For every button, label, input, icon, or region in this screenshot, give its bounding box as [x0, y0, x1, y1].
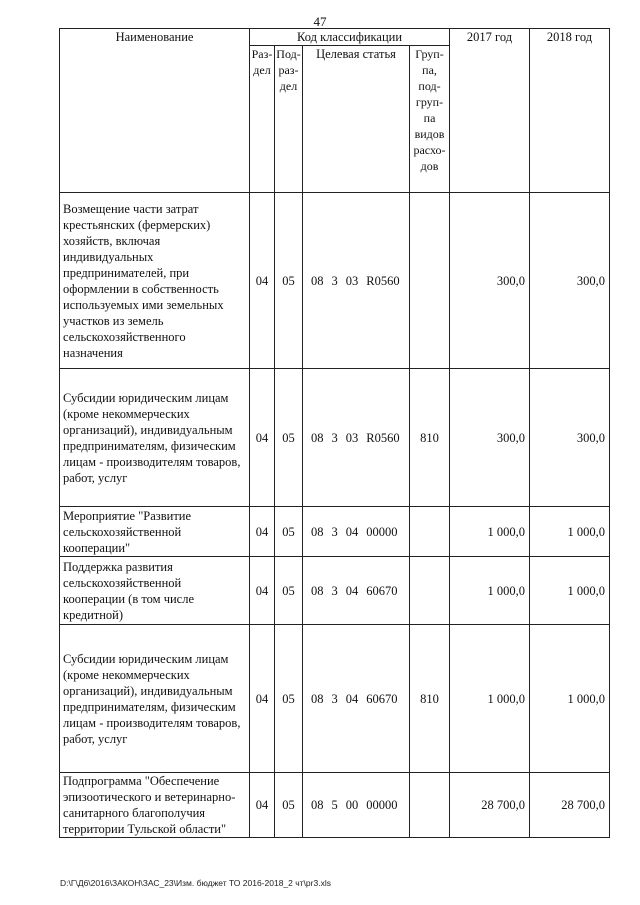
row-target-article	[303, 507, 410, 557]
row-target-article	[303, 369, 410, 507]
table-row	[60, 193, 610, 369]
header-section: Раз- дел	[250, 46, 275, 193]
row-section: 04	[250, 773, 275, 838]
target-subprogram: 3	[331, 691, 338, 706]
target-event: 04	[345, 691, 359, 706]
target-direction: R0560	[366, 273, 400, 288]
row-name: Мероприятие "Развитие сельскохозяйственной кооперации"	[60, 507, 250, 557]
row-subsection: 05	[275, 369, 303, 507]
table-header	[60, 29, 610, 193]
target-direction: R0560	[366, 430, 400, 445]
target-subprogram: 5	[331, 798, 338, 812]
row-section: 04	[250, 369, 275, 507]
budget-table	[59, 28, 610, 838]
row-name: Субсидии юридическим лицам (кроме некоммерческих организаций), индивидуальным предпринимателям, физическим лицам - производителям товаров, работ, услуг	[60, 369, 250, 507]
row-expense-group	[410, 193, 450, 369]
row-section: 04	[250, 557, 275, 625]
row-subsection: 05	[275, 193, 303, 369]
row-expense-group: 810	[410, 369, 450, 507]
target-program: 08	[311, 583, 324, 598]
target-program: 08	[311, 273, 324, 288]
target-program: 08	[311, 691, 324, 706]
row-expense-group	[410, 557, 450, 625]
row-target-article	[303, 193, 410, 369]
row-section: 04	[250, 625, 275, 773]
row-target-article	[303, 625, 410, 773]
row-amount-2018: 1 000,0	[530, 507, 610, 557]
row-amount-2017: 28 700,0	[450, 773, 530, 838]
target-subprogram: 3	[331, 273, 338, 288]
header-name: Наименование	[60, 29, 250, 193]
target-direction: 00000	[366, 798, 398, 812]
page-number: 47	[313, 14, 327, 29]
row-expense-group	[410, 507, 450, 557]
header-year-2018: 2018 год	[530, 29, 610, 193]
target-subprogram: 3	[331, 583, 338, 598]
target-event: 03	[345, 430, 359, 445]
header-year-2017: 2017 год	[450, 29, 530, 193]
row-amount-2018: 28 700,0	[530, 773, 610, 838]
header-subsection: Под- раз- дел	[275, 46, 303, 193]
row-subsection: 05	[275, 507, 303, 557]
target-subprogram: 3	[331, 524, 338, 539]
target-subprogram: 3	[331, 430, 338, 445]
row-amount-2018: 1 000,0	[530, 625, 610, 773]
row-target-article	[303, 773, 410, 838]
file-path-footer: D:\Г\Д6\2016\ЗАКОН\ЗАС_23\Изм. бюджет ТО 2016-2018_2 чт\pr3.xls	[60, 878, 331, 888]
table-row	[60, 773, 610, 838]
target-direction: 60670	[366, 691, 398, 706]
row-expense-group: 810	[410, 625, 450, 773]
row-expense-group	[410, 773, 450, 838]
row-name: Возмещение части затрат крестьянских (фермерских) хозяйств, включая индивидуальных предпринимателей, при оформлении в собственность используемых ими земельных участков из земель сельскохозяйственного назначения	[60, 193, 250, 369]
target-event: 03	[345, 273, 359, 288]
row-subsection: 05	[275, 557, 303, 625]
row-amount-2017: 1 000,0	[450, 507, 530, 557]
table-row	[60, 625, 610, 773]
row-name: Подпрограмма "Обеспечение эпизоотического и ветеринарно-санитарного благополучия территории Тульской области"	[60, 773, 250, 838]
row-amount-2017: 300,0	[450, 369, 530, 507]
row-amount-2017: 1 000,0	[450, 557, 530, 625]
row-amount-2018: 300,0	[530, 369, 610, 507]
row-amount-2017: 300,0	[450, 193, 530, 369]
header-expense-group: Груп- па, под- груп- па видов расхо- дов	[410, 46, 450, 193]
row-section: 04	[250, 507, 275, 557]
table-row	[60, 557, 610, 625]
row-amount-2018: 1 000,0	[530, 557, 610, 625]
target-event: 04	[345, 524, 359, 539]
table-body	[60, 193, 610, 838]
target-program: 08	[311, 524, 324, 539]
target-event: 04	[345, 583, 359, 598]
target-direction: 00000	[366, 524, 398, 539]
header-target-article: Целевая статья	[303, 46, 410, 193]
row-name: Поддержка развития сельскохозяйственной кооперации (в том числе кредитной)	[60, 557, 250, 625]
target-program: 08	[311, 798, 324, 812]
target-program: 08	[311, 430, 324, 445]
row-name: Субсидии юридическим лицам (кроме некоммерческих организаций), индивидуальным предпринимателям, физическим лицам - производителям товаров, работ, услуг	[60, 625, 250, 773]
table-row	[60, 507, 610, 557]
row-target-article	[303, 557, 410, 625]
row-section: 04	[250, 193, 275, 369]
target-event: 00	[345, 798, 359, 812]
row-subsection: 05	[275, 773, 303, 838]
row-amount-2017: 1 000,0	[450, 625, 530, 773]
header-classification: Код классификации	[250, 29, 450, 46]
table-row	[60, 369, 610, 507]
target-direction: 60670	[366, 583, 398, 598]
row-subsection: 05	[275, 625, 303, 773]
row-amount-2018: 300,0	[530, 193, 610, 369]
